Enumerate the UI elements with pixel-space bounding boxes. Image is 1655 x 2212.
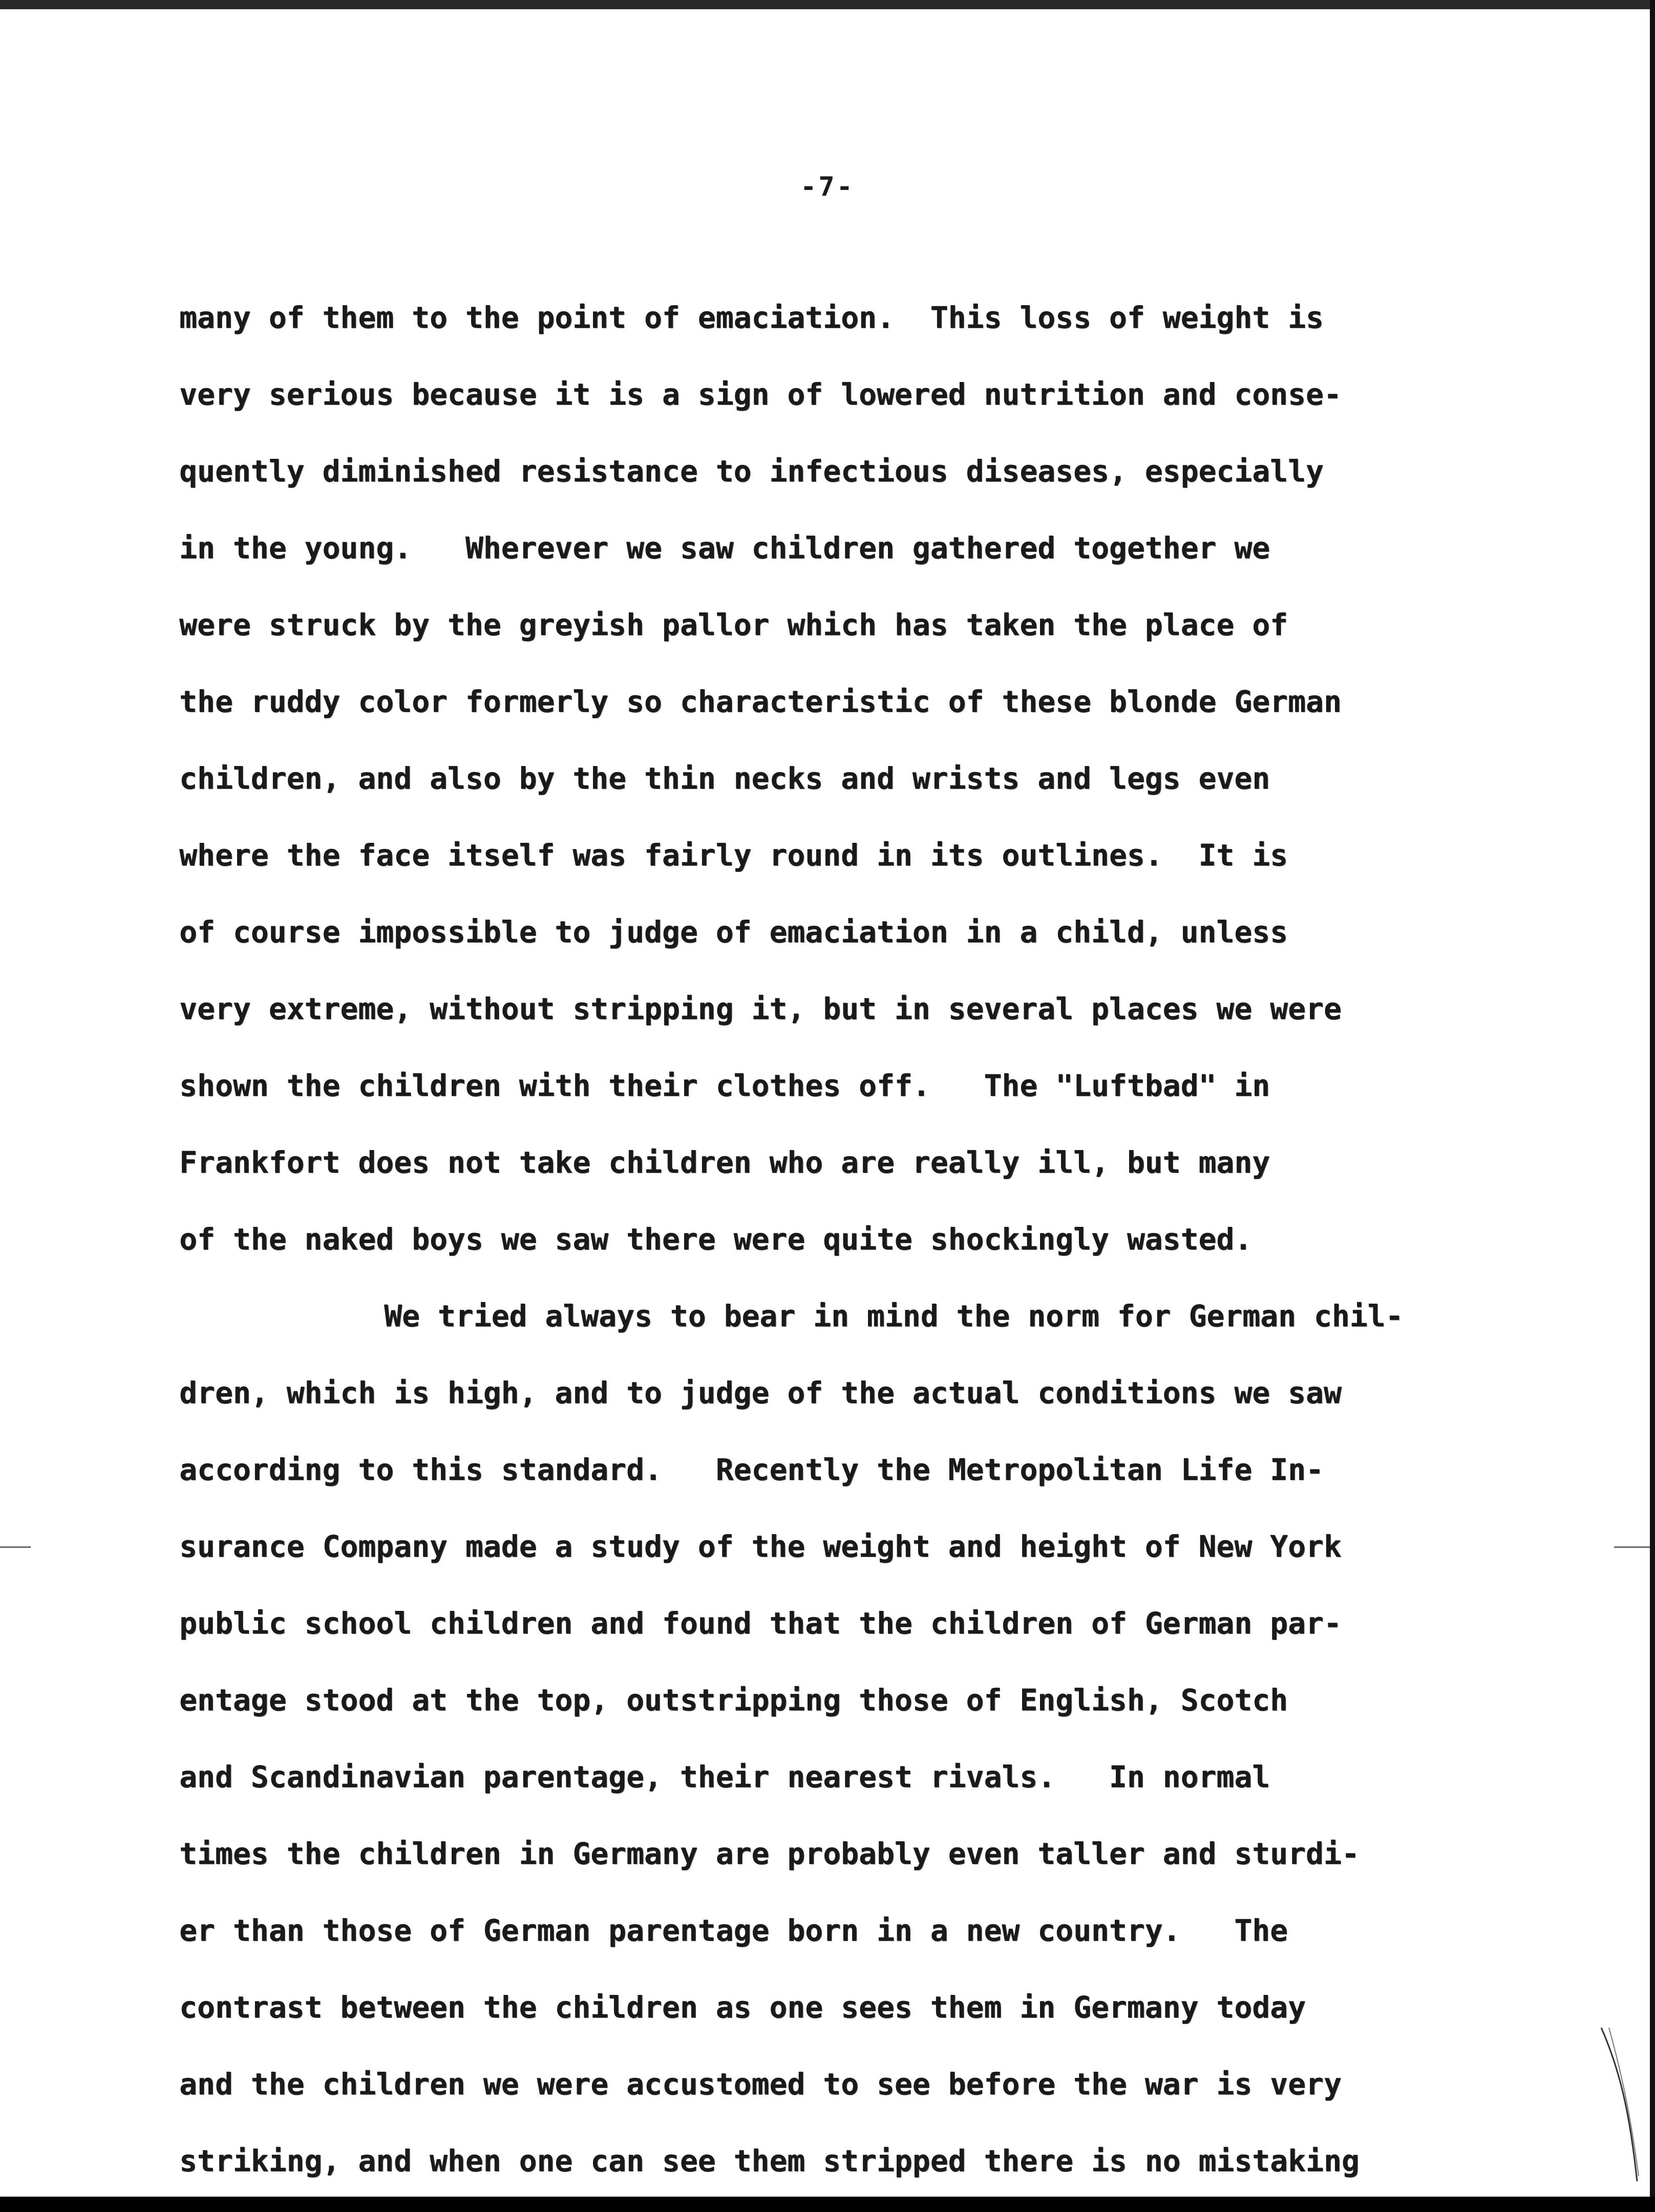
text-line: the ruddy color formerly so characteristic of these blonde German xyxy=(179,684,1342,719)
text-line: of course impossible to judge of emaciation in a child, unless xyxy=(179,914,1288,949)
text-line: surance Company made a study of the weight and height of New York xyxy=(179,1529,1342,1564)
page-number: -7- xyxy=(800,172,855,202)
text-line: very serious because it is a sign of lowered nutrition and conse- xyxy=(179,377,1342,412)
text-line: and the children we were accustomed to see before the war is very xyxy=(179,2067,1342,2101)
fold-mark-right xyxy=(1614,1546,1650,1548)
text-line: shown the children with their clothes off. The "Luftbad" in xyxy=(179,1068,1270,1103)
text-line: quently diminished resistance to infectious diseases, especially xyxy=(179,454,1324,488)
text-line: Frankfort does not take children who are really ill, but many xyxy=(179,1145,1270,1180)
page-fold-curve xyxy=(1599,2028,1640,2181)
text-line-paragraph-start: We tried always to bear in mind the norm for German chil- xyxy=(384,1299,1404,1333)
text-line: where the face itself was fairly round in its outlines. It is xyxy=(179,838,1288,873)
text-line: public school children and found that the children of German par- xyxy=(179,1606,1342,1641)
text-line: dren, which is high, and to judge of the actual conditions we saw xyxy=(179,1375,1342,1410)
fold-mark-left xyxy=(0,1546,31,1548)
text-line: many of them to the point of emaciation. This loss of weight is xyxy=(179,300,1324,335)
text-line: of the naked boys we saw there were quite shockingly wasted. xyxy=(179,1222,1253,1257)
scan-edge-right xyxy=(1650,0,1655,2212)
text-line: and Scandinavian parentage, their nearest rivals. In normal xyxy=(179,1759,1270,1794)
scan-edge-top xyxy=(0,0,1655,9)
text-line: contrast between the children as one sees them in Germany today xyxy=(179,1990,1306,2025)
text-line: striking, and when one can see them stripped there is no mistaking xyxy=(179,2143,1360,2178)
text-line: entage stood at the top, outstripping those of English, Scotch xyxy=(179,1683,1288,1717)
text-line: in the young. Wherever we saw children gathered together we xyxy=(179,530,1270,565)
text-line: very extreme, without stripping it, but in several places we were xyxy=(179,991,1342,1026)
text-line: according to this standard. Recently the Metropolitan Life In- xyxy=(179,1452,1324,1487)
scan-edge-bottom xyxy=(0,2197,1655,2212)
text-line: were struck by the greyish pallor which has taken the place of xyxy=(179,607,1288,642)
text-line: times the children in Germany are probably even taller and sturdi- xyxy=(179,1836,1360,1871)
text-line: er than those of German parentage born in a new country. The xyxy=(179,1913,1288,1948)
text-line: children, and also by the thin necks and wrists and legs even xyxy=(179,761,1270,796)
